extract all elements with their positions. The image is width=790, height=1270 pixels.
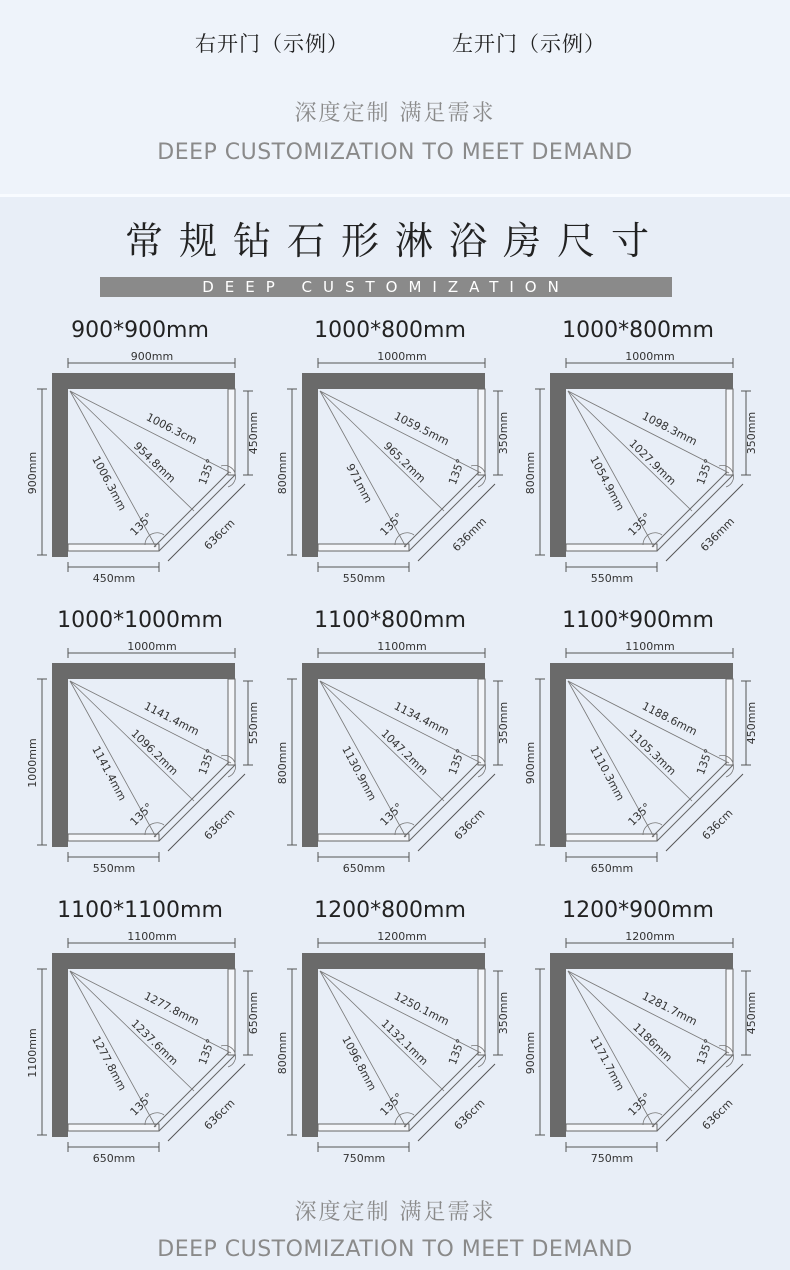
right-glass-panel <box>726 389 733 475</box>
diagram-title: 1000*800mm <box>562 318 714 343</box>
diagram-title: 1200*800mm <box>314 898 466 923</box>
diagonal-measure-3: 1277.8mm <box>89 1033 129 1093</box>
side-wall <box>52 663 68 847</box>
diagonal-measure-2: 1096.2mm <box>128 726 181 778</box>
door-right-label: 右开门（示例） <box>195 32 349 56</box>
bottom-glass-panel <box>566 834 657 841</box>
door-dimension-label: 636cm <box>451 806 488 843</box>
back-wall <box>52 663 235 679</box>
bottom-dimension-label: 450mm <box>92 572 136 585</box>
side-wall <box>550 663 566 847</box>
angle-label-bottom: 135° <box>377 510 406 539</box>
right-dimension-label: 350mm <box>497 411 510 455</box>
side-wall <box>302 953 318 1137</box>
bottom-glass-panel <box>318 544 409 551</box>
back-wall <box>52 953 235 969</box>
door-dimension-label: 636cm <box>201 806 238 843</box>
measure-ray <box>320 971 444 1091</box>
back-wall <box>302 953 485 969</box>
side-wall <box>52 373 68 557</box>
right-dimension-label: 350mm <box>497 701 510 745</box>
bottom-dimension-label: 650mm <box>590 862 634 875</box>
header-slogan-cn: 深度定制 满足需求 <box>294 101 496 126</box>
angle-arc <box>145 823 164 835</box>
page-title: 常规钻石形淋浴房尺寸 <box>124 219 665 263</box>
door-dimension-label: 636mm <box>697 514 738 555</box>
bottom-glass-panel <box>68 1124 159 1131</box>
door-dimension-label: 636cm <box>699 1096 736 1133</box>
angle-label-bottom: 135° <box>127 510 156 539</box>
shower-diagram <box>26 318 260 585</box>
angle-arc <box>145 533 164 545</box>
angle-label-right: 135° <box>196 457 218 487</box>
angle-arc <box>395 823 414 835</box>
side-wall <box>302 663 318 847</box>
diagonal-measure-2: 965.2mm <box>380 439 428 486</box>
back-wall <box>550 953 733 969</box>
right-dimension-label: 350mm <box>745 411 758 455</box>
right-glass-panel <box>478 679 485 765</box>
back-wall <box>550 373 733 389</box>
angle-label-bottom: 135° <box>127 1090 156 1119</box>
bottom-glass-panel <box>318 1124 409 1131</box>
bottom-glass-panel <box>68 544 159 551</box>
shower-diagram <box>524 318 758 585</box>
measure-ray <box>320 391 444 511</box>
diagonal-measure-3: 1006.3mm <box>89 453 129 513</box>
diagonal-measure-3: 971mm <box>343 461 375 506</box>
diagram-title: 1100*900mm <box>562 608 714 633</box>
angle-label-right: 135° <box>446 457 468 487</box>
diagonal-measure-3: 1130.9mm <box>339 743 379 803</box>
back-wall <box>302 663 485 679</box>
subtitle-bar: DEEP CUSTOMIZATION <box>100 277 672 297</box>
left-dimension-label: 1100mm <box>26 1028 39 1078</box>
door-dimension-label: 636cm <box>201 516 238 553</box>
angle-label-right: 135° <box>446 1037 468 1067</box>
diagonal-measure-1: 1059.5mm <box>391 409 452 449</box>
top-dimension-label: 1100mm <box>377 640 427 653</box>
bottom-glass-panel <box>566 544 657 551</box>
bottom-dimension-label: 550mm <box>92 862 136 875</box>
left-dimension-label: 800mm <box>276 451 289 495</box>
right-dimension-label: 450mm <box>247 411 260 455</box>
bottom-glass-panel <box>566 1124 657 1131</box>
angle-label-right: 135° <box>694 457 716 487</box>
right-glass-panel <box>228 969 235 1055</box>
shower-diagram <box>276 318 510 585</box>
top-dimension-label: 1200mm <box>377 930 427 943</box>
right-dimension-label: 350mm <box>497 991 510 1035</box>
bottom-dimension-label: 750mm <box>590 1152 634 1165</box>
angle-label-right: 135° <box>196 1037 218 1067</box>
shower-diagram <box>276 608 510 875</box>
angle-arc <box>145 1113 164 1125</box>
bottom-dimension-label: 650mm <box>92 1152 136 1165</box>
left-dimension-label: 900mm <box>26 451 39 495</box>
angle-arc <box>395 533 414 545</box>
left-dimension-label: 800mm <box>276 1031 289 1075</box>
measure-ray <box>320 681 444 801</box>
side-wall <box>550 953 566 1137</box>
right-glass-panel <box>228 679 235 765</box>
diagram-title: 1000*1000mm <box>57 608 223 633</box>
diagonal-measure-2: 1186mm <box>630 1020 675 1065</box>
right-glass-panel <box>228 389 235 475</box>
diagonal-measure-3: 1171.7mm <box>587 1033 627 1093</box>
right-glass-panel <box>726 679 733 765</box>
angle-arc <box>643 533 662 545</box>
door-left-label: 左开门（示例） <box>452 32 606 56</box>
shower-diagram <box>26 608 260 875</box>
top-dimension-label: 1100mm <box>127 930 177 943</box>
diagonal-measure-3: 1141.4mm <box>89 743 129 803</box>
diagonal-measure-1: 1250.1mm <box>391 989 452 1029</box>
side-wall <box>52 953 68 1137</box>
top-dimension-label: 1100mm <box>625 640 675 653</box>
angle-arc <box>643 823 662 835</box>
angle-label-bottom: 135° <box>377 1090 406 1119</box>
top-dimension-label: 1000mm <box>127 640 177 653</box>
measure-ray <box>568 971 692 1091</box>
diagonal-measure-2: 954.8mm <box>130 439 178 486</box>
top-dimension-label: 1000mm <box>625 350 675 363</box>
angle-label-bottom: 135° <box>625 800 654 829</box>
angle-label-right: 135° <box>694 747 716 777</box>
diagram-title: 1200*900mm <box>562 898 714 923</box>
left-dimension-label: 900mm <box>524 1031 537 1075</box>
top-dimension-label: 1200mm <box>625 930 675 943</box>
shower-diagram <box>524 898 758 1165</box>
back-wall <box>52 373 235 389</box>
right-glass-panel <box>478 969 485 1055</box>
door-dimension-label: 636cm <box>699 806 736 843</box>
diagonal-measure-2: 1047.2mm <box>378 726 431 778</box>
measure-ray <box>70 391 194 511</box>
header-slogan-en: DEEP CUSTOMIZATION TO MEET DEMAND <box>157 140 633 165</box>
back-wall <box>550 663 733 679</box>
bottom-dimension-label: 550mm <box>590 572 634 585</box>
back-wall <box>302 373 485 389</box>
left-dimension-label: 800mm <box>276 741 289 785</box>
top-dimension-label: 1000mm <box>377 350 427 363</box>
diagram-title: 1000*800mm <box>314 318 466 343</box>
diagram-title: 900*900mm <box>71 318 209 343</box>
shower-diagram <box>26 898 260 1165</box>
left-dimension-label: 800mm <box>524 451 537 495</box>
footer-slogan-cn: 深度定制 满足需求 <box>294 1200 496 1225</box>
diagram-title: 1100*1100mm <box>57 898 223 923</box>
diagonal-measure-1: 1134.4mm <box>391 699 452 739</box>
diagonal-measure-1: 1141.4mm <box>141 699 202 739</box>
angle-label-bottom: 135° <box>625 1090 654 1119</box>
right-dimension-label: 650mm <box>247 991 260 1035</box>
measure-ray <box>568 391 692 511</box>
bottom-dimension-label: 650mm <box>342 862 386 875</box>
door-dimension-label: 636mm <box>449 514 490 555</box>
top-dimension-label: 900mm <box>130 350 174 363</box>
angle-label-bottom: 135° <box>127 800 156 829</box>
left-dimension-label: 900mm <box>524 741 537 785</box>
bottom-dimension-label: 750mm <box>342 1152 386 1165</box>
diagonal-measure-3: 1096.8mm <box>339 1033 379 1093</box>
diagram-title: 1100*800mm <box>314 608 466 633</box>
measure-ray <box>568 681 692 801</box>
diagonal-measure-2: 1132.1mm <box>378 1016 431 1068</box>
measure-ray <box>70 971 194 1091</box>
diagonal-measure-3: 1054.9mm <box>587 453 627 513</box>
angle-arc <box>395 1113 414 1125</box>
angle-arc <box>643 1113 662 1125</box>
left-dimension-label: 1000mm <box>26 738 39 788</box>
diagonal-measure-1: 1281.7mm <box>639 989 700 1029</box>
angle-label-bottom: 135° <box>377 800 406 829</box>
bottom-glass-panel <box>318 834 409 841</box>
angle-label-right: 135° <box>446 747 468 777</box>
diagonal-measure-2: 1237.6mm <box>128 1016 181 1068</box>
bottom-dimension-label: 550mm <box>342 572 386 585</box>
shower-diagram <box>524 608 758 875</box>
diagonal-measure-1: 1098.3mm <box>639 409 700 449</box>
right-dimension-label: 450mm <box>745 701 758 745</box>
right-dimension-label: 550mm <box>247 701 260 745</box>
shower-diagram <box>276 898 510 1165</box>
angle-label-bottom: 135° <box>625 510 654 539</box>
angle-label-right: 135° <box>196 747 218 777</box>
door-dimension-label: 636cm <box>451 1096 488 1133</box>
side-wall <box>550 373 566 557</box>
diagonal-measure-2: 1105.3mm <box>626 726 679 778</box>
diagonal-measure-3: 1110.3mm <box>587 743 627 803</box>
right-glass-panel <box>726 969 733 1055</box>
diagonal-measure-1: 1006.3cm <box>144 410 200 448</box>
angle-label-right: 135° <box>694 1037 716 1067</box>
side-wall <box>302 373 318 557</box>
bottom-glass-panel <box>68 834 159 841</box>
right-glass-panel <box>478 389 485 475</box>
diagonal-measure-2: 1027.9mm <box>626 436 679 488</box>
footer-slogan-en: DEEP CUSTOMIZATION TO MEET DEMAND <box>157 1237 633 1262</box>
right-dimension-label: 450mm <box>745 991 758 1035</box>
door-dimension-label: 636cm <box>201 1096 238 1133</box>
measure-ray <box>70 681 194 801</box>
diagonal-measure-1: 1188.6mm <box>639 699 700 739</box>
diagonal-measure-1: 1277.8mm <box>141 989 202 1029</box>
